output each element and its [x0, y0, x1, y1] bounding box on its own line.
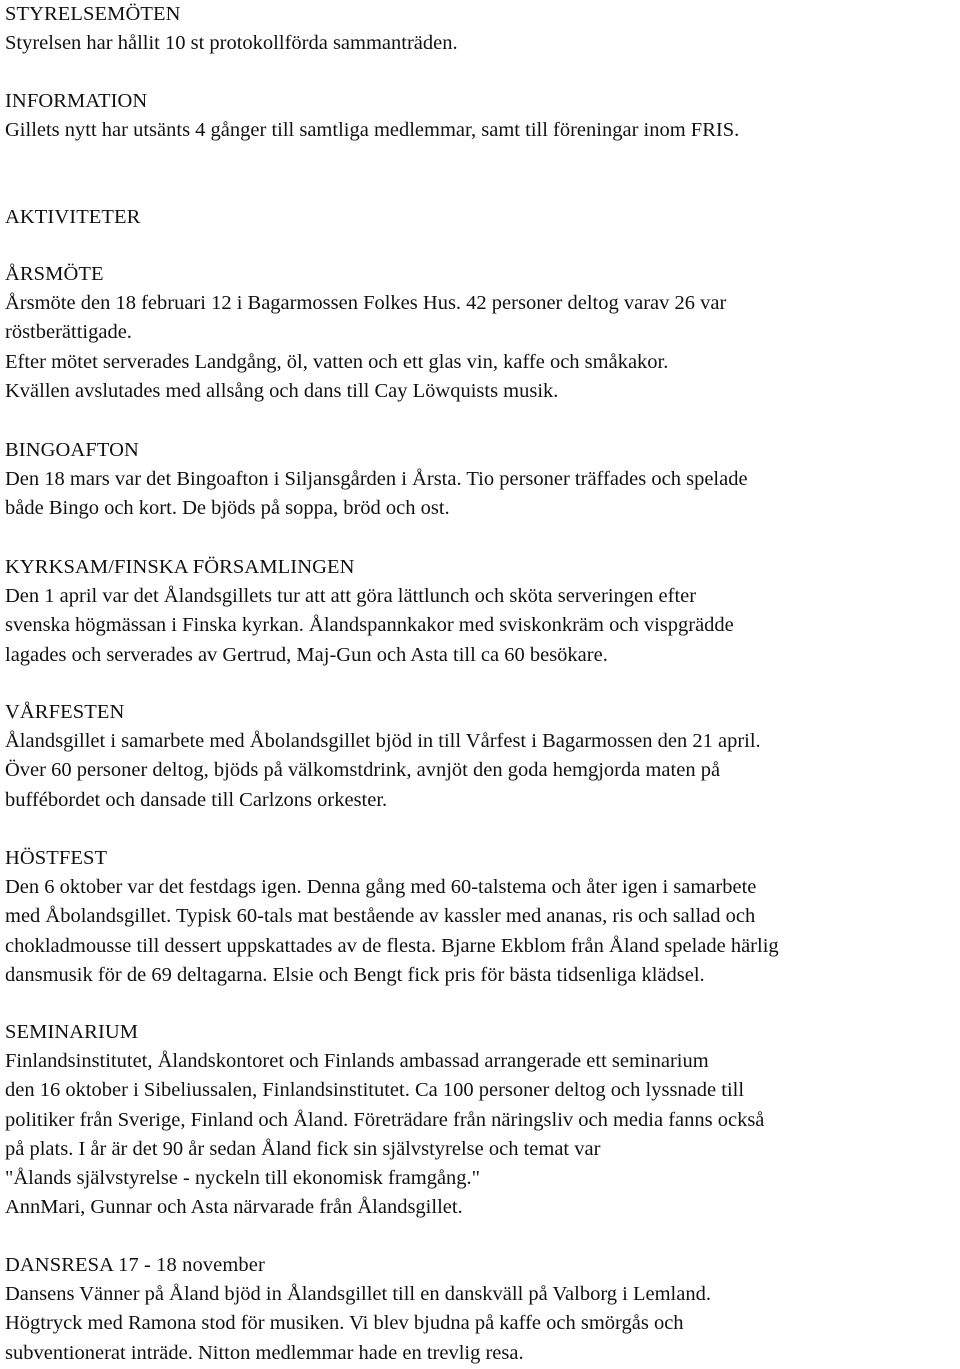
paragraph-line: Den 6 oktober var det festdags igen. Denna gång med 60-talstema och åter igen i samarbete	[5, 876, 757, 899]
paragraph-line: Högtryck med Ramona stod för musiken. Vi blev bjudna på kaffe och smörgås och	[5, 1312, 684, 1335]
paragraph-line: chokladmousse till dessert uppskattades av de flesta. Bjarne Ekblom från Åland spelade härlig	[5, 934, 779, 957]
paragraph-line: subventionerat inträde. Nitton medlemmar hade en trevlig resa.	[5, 1341, 524, 1364]
section-kyrksam	[5, 553, 958, 670]
section-hostfest	[5, 844, 958, 990]
paragraph-line: buffébordet och dansade till Carlzons orkester.	[5, 788, 388, 811]
section-heading: INFORMATION	[5, 90, 148, 112]
section-aktiviteter	[5, 203, 958, 232]
section-heading: BINGOAFTON	[5, 439, 139, 461]
paragraph-line: både Bingo och kort. De bjöds på soppa, bröd och ost.	[5, 497, 450, 520]
section-information	[5, 87, 958, 145]
paragraph-line: röstberättigade.	[5, 321, 132, 344]
section-styrelsemoten	[5, 0, 958, 58]
paragraph-line: med Åbolandsgillet. Typisk 60-tals mat bestående av kassler med ananas, ris och sallad och	[5, 905, 756, 928]
paragraph-line: Kvällen avslutades med allsång och dans till Cay Löwquists musik.	[5, 379, 559, 402]
section-seminarium	[5, 1018, 958, 1222]
paragraph-line: "Ålands självstyrelse - nyckeln till ekonomisk framgång."	[5, 1167, 481, 1190]
section-heading: SEMINARIUM	[5, 1021, 139, 1043]
section-heading: AKTIVITETER	[5, 206, 141, 228]
section-heading: KYRKSAM/FINSKA FÖRSAMLINGEN	[5, 556, 355, 578]
paragraph-line: dansmusik för de 69 deltagarna. Elsie och Bengt fick pris för bästa tidsenliga klädsel.	[5, 963, 705, 986]
paragraph-line: Efter mötet serverades Landgång, öl, vatten och ett glas vin, kaffe och småkakor.	[5, 350, 669, 373]
section-varfesten	[5, 698, 958, 815]
paragraph-line: på plats. I år är det 90 år sedan Åland fick sin självstyrelse och temat var	[5, 1137, 601, 1160]
paragraph-line: Styrelsen har hållit 10 st protokollförda sammanträden.	[5, 32, 458, 55]
section-heading: HÖSTFEST	[5, 847, 108, 869]
paragraph-line: svenska högmässan i Finska kyrkan. Ålandspannkakor med sviskonkräm och vispgrädde	[5, 614, 734, 637]
paragraph-line: Den 1 april var det Ålandsgillets tur att att göra lättlunch och sköta serveringen efter	[5, 585, 697, 608]
paragraph-line: Över 60 personer deltog, bjöds på välkomstdrink, avnjöt den goda hemgjorda maten på	[5, 759, 721, 782]
section-heading: STYRELSEMÖTEN	[5, 3, 181, 25]
paragraph-line: politiker från Sverige, Finland och Åland. Företrädare från näringsliv och media fanns också	[5, 1108, 765, 1131]
paragraph-line: lagades och serverades av Gertrud, Maj-Gun och Asta till ca 60 besökare.	[5, 643, 608, 666]
section-heading: VÅRFESTEN	[5, 701, 125, 723]
paragraph-line: AnnMari, Gunnar och Asta närvarade från Ålandsgillet.	[5, 1196, 463, 1219]
section-heading: ÅRSMÖTE	[5, 263, 104, 285]
paragraph-line: Finlandsinstitutet, Ålandskontoret och Finlands ambassad arrangerade ett seminarium	[5, 1050, 709, 1073]
paragraph-line: den 16 oktober i Sibeliussalen, Finlandsinstitutet. Ca 100 personer deltog och lyssnade till	[5, 1079, 745, 1102]
paragraph-line: Årsmöte den 18 februari 12 i Bagarmossen Folkes Hus. 42 personer deltog varav 26 var	[5, 292, 727, 315]
section-arsmote	[5, 260, 958, 406]
paragraph-line: Dansens Vänner på Åland bjöd in Ålandsgillet till en danskväll på Valborg i Lemland.	[5, 1283, 711, 1306]
paragraph-line: Ålandsgillet i samarbete med Åbolandsgillet bjöd in till Vårfest i Bagarmossen den 21 april.	[5, 730, 761, 753]
paragraph-line: Gillets nytt har utsänts 4 gånger till samtliga medlemmar, samt till föreningar inom FRIS.	[5, 119, 740, 142]
section-bingoafton	[5, 436, 958, 524]
paragraph-line: Den 18 mars var det Bingoafton i Siljansgården i Årsta. Tio personer träffades och spelade	[5, 468, 748, 491]
section-dansresa	[5, 1251, 958, 1368]
section-heading: DANSRESA 17 - 18 november	[5, 1254, 265, 1276]
